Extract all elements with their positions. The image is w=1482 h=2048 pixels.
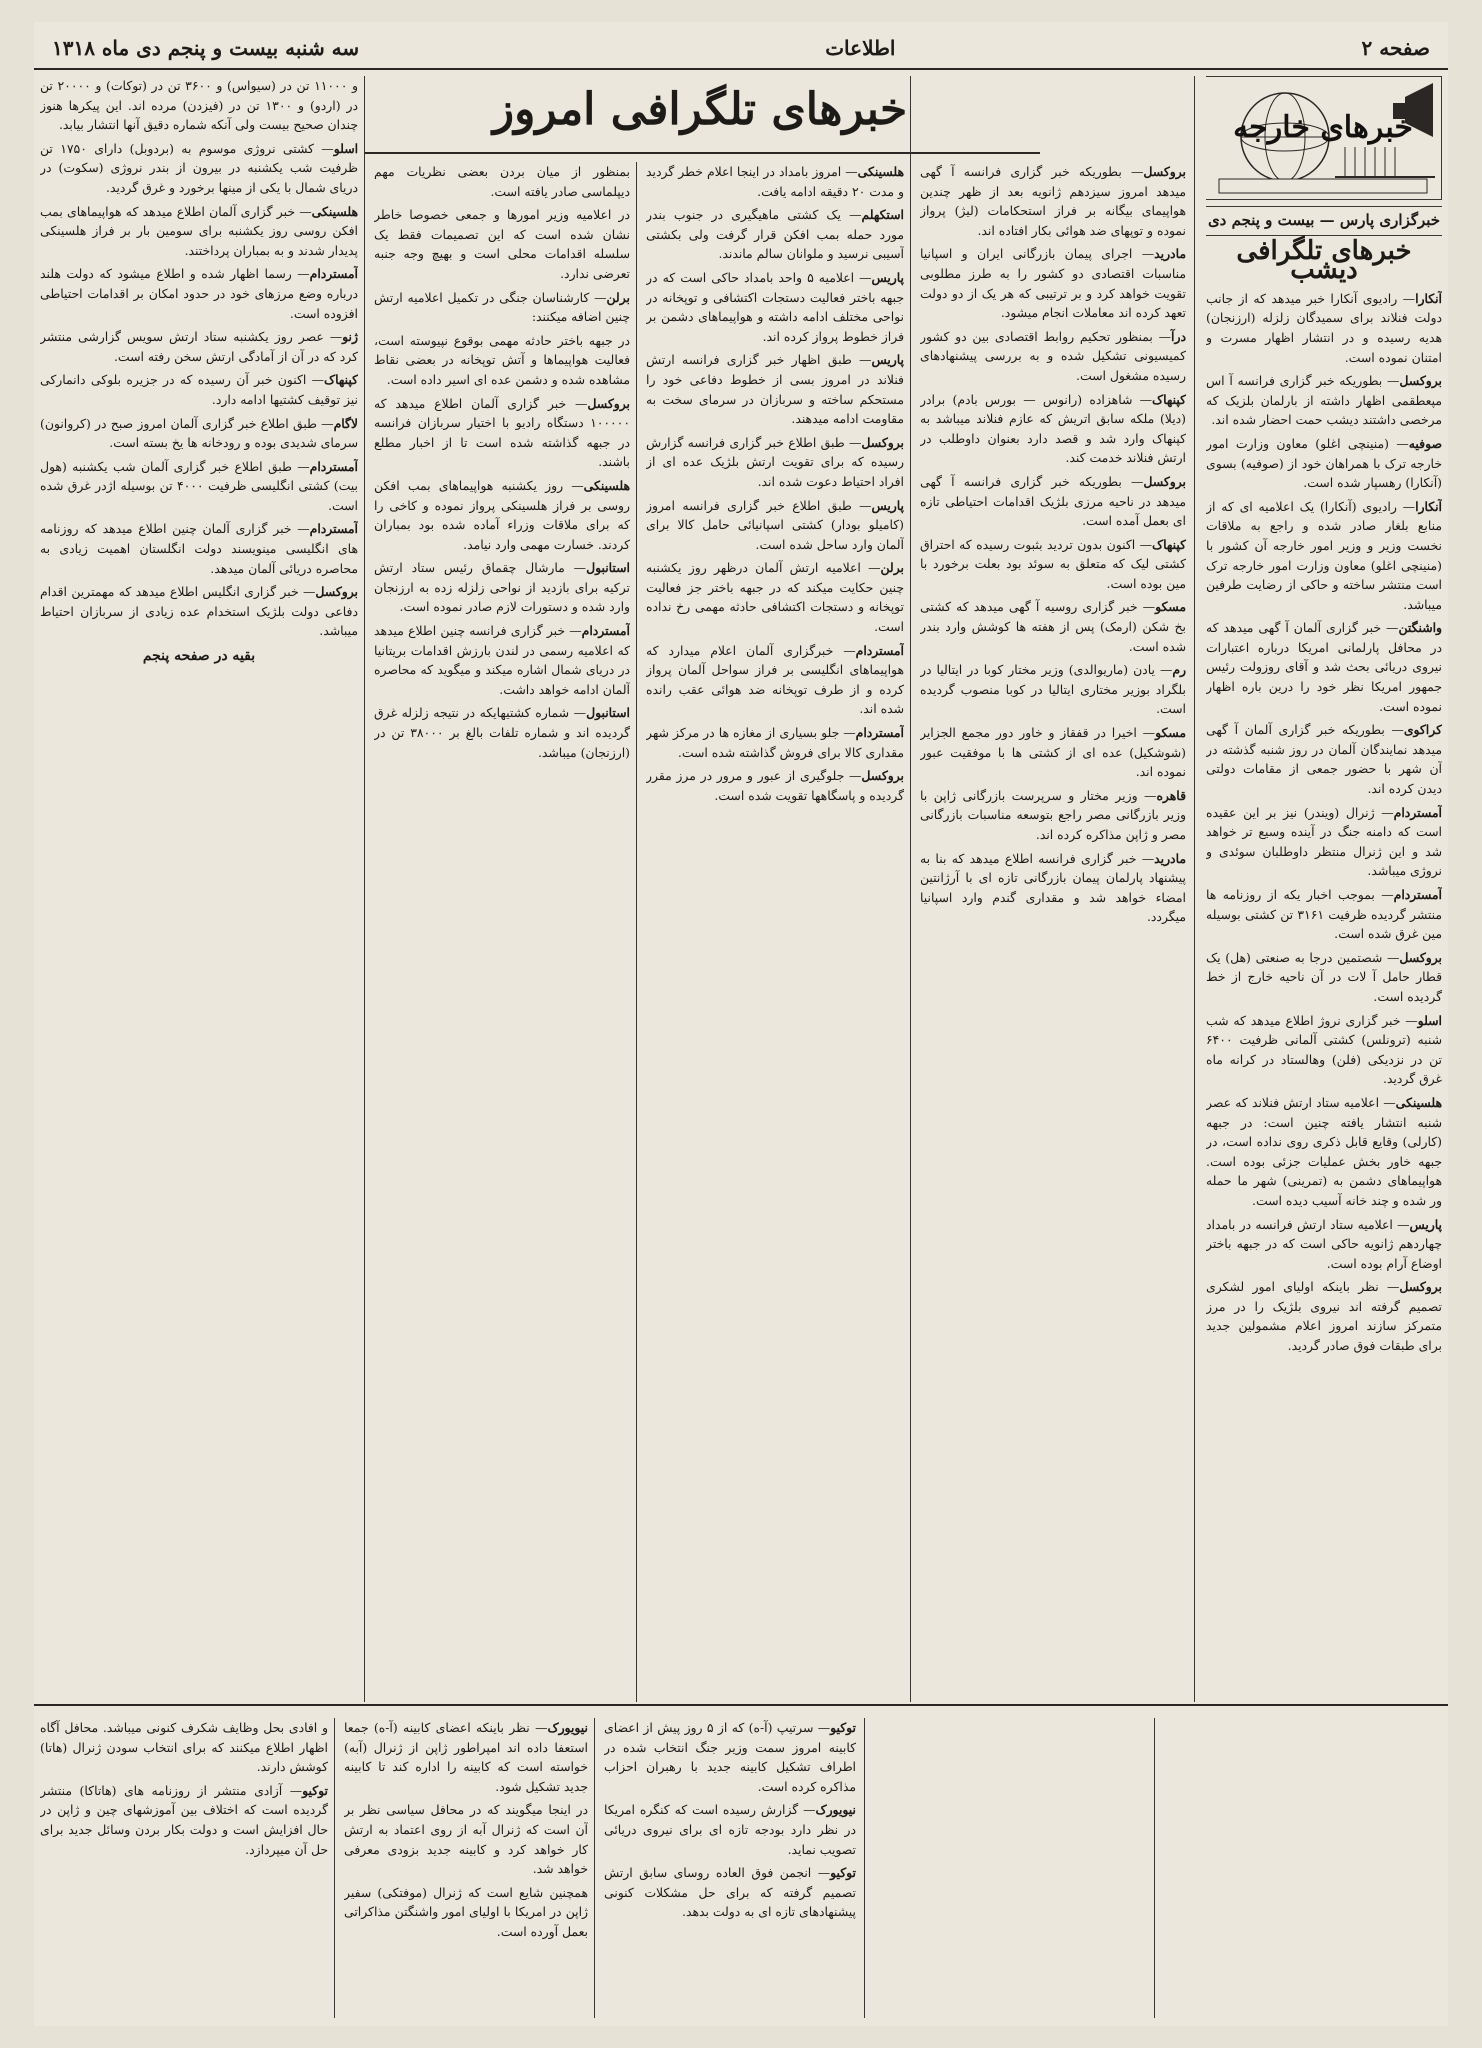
news-text: — اکنون خبر آن رسیده که در جزیره بلوکی دانمارکی نیز توقیف کشتیها ادامه دارد.	[40, 372, 358, 407]
news-item	[1206, 1215, 1442, 1274]
news-item	[40, 1718, 328, 1777]
dateline: استکهلم	[861, 207, 904, 223]
dateline: آمستردام	[1393, 887, 1442, 902]
news-item	[920, 162, 1186, 240]
news-item	[1206, 720, 1442, 798]
news-item	[646, 268, 904, 346]
news-item	[40, 76, 358, 135]
dateline: پاریس	[1409, 1216, 1442, 1232]
news-item	[374, 394, 630, 472]
news-text: و افادی بحل وظایف شکرف کنونی میباشد. محافل آگاه اظهار اطلاع میکنند که برای انتخاب سودن ژنرال (هاتا) کوشش دارند.	[40, 1720, 328, 1775]
news-text: — خبر گزاری آلمان اطلاع میدهد که هواپیماهای بمب افکن روسی روز یکشنبه برای سومین بار بر فراز هلسینکی پدیدار شدند و به بمباران پرداختند.	[40, 203, 358, 258]
news-item	[1206, 289, 1442, 367]
news-item	[374, 621, 630, 699]
dateline: صوفیه	[1408, 435, 1442, 451]
dateline: مسکو	[1155, 599, 1186, 615]
news-text: و ۱۱۰۰۰ تن در (سیواس) و ۳۶۰۰ تن در (توکات) و ۲۰۰۰۰ تن در (اردو) و ۱۳۰۰ تن در (فیزدن) مرده اند. این پیکرها هنوز چندان صحیح بیست ولی آنکه شماره دقیق آنها انتشار بیابد.	[40, 78, 358, 133]
news-item	[1206, 948, 1442, 1007]
news-item	[646, 205, 904, 264]
news-item	[646, 350, 904, 428]
column-divider	[1194, 76, 1195, 1702]
news-text: — یک کشتی ماهیگیری در جنوب بندر مورد حمله بمب افکن قرار گرفت ولی بکشتی آسیبی نرسید و ملوانان سالم ماندند.	[646, 207, 904, 262]
news-text: — روز یکشنبه هواپیماهای بمب افکن روسی بر فراز هلسینکی پرواز نموده و کاخی را که برای ملاقات وزراء آماده شده بود بمباران کردند. خسارت مهمی وارد نیامد.	[374, 477, 630, 552]
news-text: — خبر گزاری روسیه آ گهی میدهد که کشتی بخ شکن (ارمک) پس از هفته ها کوشش وارد بندر شده است.	[920, 599, 1186, 654]
news-text: — شصتمین درجا به صنعتی (هل) یک قطار حامل آ لات در آن ناحیه خارج از خط گردیده است.	[1206, 949, 1442, 1004]
dateline: رم	[1172, 662, 1186, 678]
news-item	[374, 558, 630, 617]
news-item	[920, 472, 1186, 531]
news-text: در اینجا میگویند که در محافل سیاسی نظر بر آن است که ژنرال آبه از روی اعتماد به ارتش کار خواهد کرد و کابینه جدید بزودی معرفی خواهد شد.	[344, 1802, 588, 1877]
dateline: کپنهاک	[324, 372, 358, 388]
news-text: — انجمن فوق العاده روسای سابق ارتش تصمیم گرفته که برای حل مشکلات کنونی پیشنهادهای تازه ای به دولت بدهد.	[604, 1865, 856, 1920]
news-item	[920, 786, 1186, 845]
dateline: برلن	[606, 289, 630, 305]
dateline: کپنهاک	[1152, 391, 1186, 407]
column-3	[646, 162, 904, 1702]
news-item	[40, 264, 358, 323]
news-text: در جبهه باختر حادثه مهمی بوقوع نپیوسته است، فعالیت هواپیماها و آتش توپخانه در بعضی نقاط مشاهده شده و دشمن عده ای اسیر داده است.	[374, 332, 630, 387]
column-4	[374, 162, 630, 1702]
news-text: — خبرگزاری آلمان اعلام میدارد که هواپیماهای انگلیسی بر فراز سواحل آلمان پرواز کرده و از طرف توپخانه ضد هوائی عقب رانده شده اند.	[646, 642, 904, 717]
news-item	[920, 597, 1186, 656]
dateline: بروکسل	[315, 584, 358, 600]
news-item	[344, 1800, 588, 1878]
news-item	[646, 558, 904, 636]
news-text: — بطوریکه خبر گزاری فرانسه آ اس مپعطقمی اظهار داشته از بارلمان بلزیک که مرخصی داشتند دیشب حمت احضار شده اند.	[1206, 373, 1442, 428]
news-item	[920, 327, 1186, 386]
dateline: آمستردام	[581, 623, 630, 639]
issue-date: سه شنبه بیست و پنجم دی ماه ۱۳۱۸	[52, 36, 360, 60]
column-foreign-news	[1206, 76, 1442, 1696]
news-text: — اخیرا در قفقاز و خاور دور مجمع الجزایر (شوشکیل) عده ای از کشتی ها با موفقیت عبور نموده اند.	[920, 725, 1186, 780]
news-text: — جلو بسیاری از مغازه ها در مرکز شهر مقداری کالا برای فروش گذاشته شده است.	[646, 725, 904, 760]
news-text: — کشتی نروژی موسوم به (بردوبل) دارای ۱۷۵۰ تن ظرفیت شب یکشنبه در بیرون از بندر نروژی (سکوت) در دریای شمال با یکی از مینها برخورد و غرق گردید.	[40, 140, 358, 195]
news-item	[920, 244, 1186, 322]
dateline: آمستردام	[309, 458, 358, 474]
news-item	[920, 660, 1186, 719]
column-5	[40, 76, 358, 1696]
news-item	[920, 849, 1186, 927]
news-text: — خبر گزاری انگلیس اطلاع میدهد که مهمترین اقدام دفاعی دولت بلژیک استخدام عده زیادی از سربازان احتیاط میباشد.	[40, 584, 358, 639]
dateline: آمستردام	[309, 521, 358, 537]
news-text: — طبق اطلاع خبر گزاری آلمان شب یکشنبه (هول بیت) کشتی انگلیسی ظرفیت ۴۰۰۰ تن بوسیله اژدر غرق شده است.	[40, 458, 358, 513]
news-item	[40, 457, 358, 516]
news-text: — عصر روز یکشنبه ستاد ارتش سویس گزارشی منتشر کرد که در آن از آمادگی ارتش سخن رفته است.	[40, 329, 358, 364]
news-text: — شاهزاده (رانوس — بورس بادم) برادر (دیلا) ملکه سابق اتریش که عازم فنلاند میباشد به کپنهاک وارد شد و قصد دارد بعنوان داوطلب در ارتش فنلاند خدمت کند.	[920, 391, 1186, 466]
bottom-column-3	[40, 1718, 328, 2018]
section-headline: خبرهای تلگرافی دیشب	[1236, 235, 1412, 286]
agency-subhead: خبرگزاری پارس — بیست و پنجم دی	[1206, 206, 1442, 236]
news-text: — ژنرال (ویندر) نیز بر این عقیده است که دامنه جنگ در آینده وسیع تر خواهد شد و این ژنرال منتظر داوطلبان سوئدی و نروژی میباشد.	[1206, 804, 1442, 879]
dateline: آنکارا	[1415, 290, 1442, 306]
news-item	[40, 519, 358, 578]
foreign-news-banner	[1206, 76, 1442, 200]
news-item	[646, 723, 904, 762]
column-divider	[334, 1718, 335, 2018]
dateline: آمستردام	[1393, 804, 1442, 820]
news-item	[920, 390, 1186, 468]
main-headline: خبرهای تلگرافی امروز	[492, 84, 908, 135]
dateline: بروکسل	[1143, 164, 1186, 179]
svg-text:خبرهای خارجه: خبرهای خارجه	[1233, 110, 1413, 145]
dateline: واشنگتن	[1398, 620, 1442, 636]
news-item	[646, 766, 904, 805]
news-item	[646, 162, 904, 201]
dateline: نیویورک	[815, 1802, 856, 1818]
dateline: مادرید	[1154, 850, 1186, 866]
column-2	[920, 162, 1186, 1782]
news-text: — بطوریکه خبر گزاری آلمان آ گهی میدهد نمایندگان آلمان در روز شنبه گذشته در آن شهر با حضور جمعی از مقامات دولتی دیدن کرده اند.	[1206, 722, 1442, 797]
dateline: اسلو	[1417, 1012, 1442, 1028]
news-text: — خبر گزاری نروژ اطلاع میدهد که شب شنبه (ترونلس) کشتی آلمانی ظرفیت ۶۴۰۰ تن در نزدیکی (فلن) وهالستاد در کرانه ماه غرق گردید.	[1206, 1012, 1442, 1087]
news-item	[1206, 434, 1442, 493]
news-text: در اعلامیه وزیر امورها و جمعی خصوصا خاطر نشان شده است که این تصمیمات فقط یک سلسله اقدامات محلی است و بهیچ وجه جنبه تعرضی ندارد.	[374, 207, 630, 281]
news-item	[1206, 803, 1442, 881]
dateline: کپنهاک	[1152, 536, 1186, 552]
news-text: — شماره کشتیهایکه در نتیجه زلزله غرق گردیده اند و شماره تلفات بالغ بر ۳۸۰۰۰ تن در (ارزنجان) میباشد.	[374, 705, 630, 760]
news-text: — طبق اطلاع خبر گزاری آلمان امروز صبح در (کروانون) سرمای شدیدی بوده و رودخانه ها یخ بسته است.	[40, 415, 358, 451]
news-item	[374, 703, 630, 762]
news-item	[40, 139, 358, 198]
news-text: — خبر گزاری آلمان آ گهی میدهد که در محافل پارلمانی امریکا درباره اعتبارات نیروی دریائی بحث شد و آقای روزولت رئیس جمهور امریکا نظر خود را درین باره اظهار نموده است.	[1206, 620, 1442, 714]
dateline: هلسینکی	[857, 164, 904, 179]
news-text: — (منینچی اغلو) معاون وزارت امور خارجه ترک با همراهان خود از (صوفیه) بسوی (آنکارا) رهسپار شده است.	[1206, 435, 1442, 491]
dateline: هلسینکی	[1395, 1094, 1442, 1110]
news-text: — اکنون بدون تردید بثبوت رسیده که احتراق کشتی لیک که متعلق به سوئد بود بعلت برخورد با مین بوده است.	[920, 536, 1186, 591]
news-item	[344, 1883, 588, 1942]
dateline: بروکسل	[861, 434, 904, 450]
news-text: — رسما اظهار شده و اطلاع میشود که دولت هلند درباره وضع مرزهای خود در حدود امکان بر اقدامات احتیاطی افزوده است.	[40, 266, 358, 321]
news-text: — طبق اظهار خبر گزاری فرانسه ارتش فنلاند در امروز بسی از خطوط دفاعی خود را مستحکم ساخته و سربازان در سرمای سخت به مقاومت ادامه میدهند.	[646, 352, 904, 427]
news-item	[1206, 1011, 1442, 1089]
column-divider	[864, 1718, 865, 2018]
dateline: بروکسل	[861, 768, 904, 784]
dateline: آمستردام	[855, 725, 904, 741]
news-text: بمنظور از میان بردن بعضی نظریات مهم دیپلماسی صادر یافته است.	[374, 164, 630, 199]
news-text: — طبق اطلاع خبر گزاری فرانسه گزارش رسیده که برای تقویت ارتش بلژیک عده ای از افراد احتیاط دعوت شده اند.	[646, 434, 904, 489]
news-item	[344, 1718, 588, 1796]
news-item	[40, 414, 358, 453]
dateline: قاهره	[1156, 787, 1186, 803]
news-text: — رادیوی (آنکارا) یک اعلامیه ای که از منابع بلغار صادر شده و راجع به ملاقات نخست وزیر و وزیر امور خارجه آن کشور با (منینچی اغلو) معاون وزارت امور خارجه ترک است منتشر ساخته و حاکی از رضایت طرفین میباشد.	[1206, 498, 1442, 612]
page-header	[34, 28, 1448, 70]
news-text: — خبر گزاری آلمان چنین اطلاع میدهد که روزنامه های انگلیسی مینویسند دولت انگلستان اهمیت زیادی به محاصره دریائی آلمان میدهد.	[40, 521, 358, 576]
bottom-section	[34, 1708, 1448, 2026]
news-item	[374, 476, 630, 554]
news-item	[604, 1718, 856, 1796]
column-divider	[636, 162, 637, 1702]
news-text: — امروز بامداد در اینجا اعلام خطر گردید و مدت ۲۰ دقیقه ادامه یافت.	[646, 164, 904, 199]
news-item	[40, 202, 358, 261]
dateline: پاریس	[871, 352, 904, 368]
news-text: — بموجب اخبار یکه از روزنامه ها منتشر گردیده ظرفیت ۳۱۶۱ تن کشتی بوسیله مین غرق شده است.	[1206, 887, 1442, 942]
gramophone-globe-illustration	[1206, 77, 1441, 199]
news-text: — بمنظور تحکیم روابط اقتصادی بین دو کشور کمیسیونی تشکیل شده و به بررسی پیشنهادهای رسیده مشغول است.	[920, 328, 1186, 383]
news-text: — اعلامیه ستاد ارتش فنلاند که عصر شنبه انتشار یافته چنین است: در جبهه (کارلی) وقایع قابل ذکری روی نداده است، در جبهه خاور بخش عملیات جزئی بوده است. هواپیماهای دشمن به (تمرینی) شهر ما حمله ور شده و چند خانه آسیب دیده است.	[1206, 1094, 1442, 1208]
dateline: برلن	[880, 560, 904, 576]
column-divider	[594, 1718, 595, 2018]
bottom-column-2	[344, 1718, 588, 2018]
column-divider	[1154, 1718, 1155, 2018]
dateline: بروکسل	[1399, 949, 1442, 965]
headline-rule	[364, 152, 1040, 154]
news-text: — خبر گزاری فرانسه اطلاع میدهد که بنا به پیشنهاد پارلمان پیمان بازرگانی تازه ای با آرژانتین امضاء خواهد شد و مقداری گندم وارد اسپانیا میگردد.	[920, 850, 1186, 925]
dateline: مادرید	[1154, 246, 1186, 262]
dateline: مسکو	[1155, 725, 1186, 741]
news-text: — طبق اطلاع خبر گزاری فرانسه امروز (کامیلو بودار) کشتی اسپانیائی حامل کالا برای آلمان وارد ساحل شده است.	[646, 497, 904, 552]
newspaper-page	[34, 22, 1448, 2026]
news-text: — آزادی منتشر از روزنامه های (هاتاکا) منتشر گردیده است که اختلاف بین آموزشهای چین و ژاپن در حال افزایش است و دولت بکار بردن وسائل جدید برای حل آن میپردازد.	[40, 1782, 328, 1857]
news-text: — خبر گزاری آلمان اطلاع میدهد که ۱۰۰۰۰۰ دستگاه رادیو با اختیار سربازان فرانسه در جبهه گذاشته شده است تا از اخبار مطلع باشند.	[374, 395, 630, 470]
news-item	[40, 582, 358, 641]
news-item	[1206, 371, 1442, 430]
news-item	[374, 331, 630, 390]
news-item	[646, 496, 904, 555]
news-text: — جلوگیری از عبور و مرور در مرز مقرر گردیده و پاسگاهها تقویت شده است.	[646, 768, 904, 803]
column-divider	[910, 76, 911, 1702]
dateline: توکیو	[830, 1865, 856, 1881]
dateline: پاریس	[871, 269, 904, 285]
dateline: آنکارا	[1415, 498, 1442, 514]
news-text: — بطوریکه خبر گزاری فرانسه آ گهی میدهد امروز سیزدهم ژانویه بعد از ظهر چندین هواپیمای بیگانه بر فراز استحکامات (لیژ) پرواز نموده و توپهای ضد هوائی بکار افتاده اند.	[920, 164, 1186, 238]
dateline: استانبول	[586, 705, 630, 721]
dateline: درآ	[1171, 328, 1186, 344]
news-text: — نظر باینکه اعضای کابینه (آ-ه) جمعا استعفا داده اند امپراطور ژاپن از ژنرال (آبه) خواسته است که کابینه را اداره کند تا کابینه جدید تشکیل شود.	[344, 1720, 588, 1794]
news-item	[920, 723, 1186, 782]
news-text: — اجرای پیمان بازرگانی ایران و اسپانیا مناسبات اقتصادی دو کشور را به طرز مطلوبی تقویت خواهد کرد و بر ترتیبی که هر یک از دو دولت تعهد کرده اند معاملات انجام میشود.	[920, 246, 1186, 321]
dateline: توکیو	[830, 1720, 856, 1735]
news-item	[1206, 1093, 1442, 1211]
news-item	[646, 433, 904, 492]
dateline: آمستردام	[855, 642, 904, 658]
dateline: بروکسل	[1399, 373, 1442, 389]
news-text: — رادیوی آنکارا خبر میدهد که از جانب دولت فنلاند برای سمیدگان زلزله (ارزنجان) هدیه رسیده و در انتشار اظهار مسرت و امتنان نموده است.	[1206, 290, 1442, 365]
column-divider	[364, 76, 365, 1702]
news-item	[40, 327, 358, 366]
dateline: اسلو	[333, 140, 358, 156]
news-text: — اعلامیه ۵ واحد بامداد حاکی است که در جبهه باختر فعالیت دستجات اکتشافی و توپخانه در نواحی مختلف ادامه داشته و هواپیماهای دشمن بر فراز خطوط پرواز کرده اند.	[646, 269, 904, 344]
news-text: — کارشناسان جنگی در تکمیل اعلامیه ارتش چنین اضافه میکنند:	[374, 289, 630, 325]
news-text: — خبر گزاری فرانسه چنین اطلاع میدهد که اعلامیه رسمی در لندن بارزش اقدامات بریتانیا در دریای شمال اشاره میکند و میگوید که محاصره آلمان ادامه خواهد داشت.	[374, 623, 630, 697]
continued-note: بقیه در صفحه پنجم	[142, 648, 256, 665]
dateline: استانبول	[586, 560, 630, 576]
news-text: — وزیر مختار و سرپرست بازرگانی ژاپن با وزیر بازرگانی مصر راجع بتوسعه مناسبات بازرگانی مصر و ژاپن مذاکره کرده اند.	[920, 787, 1186, 842]
news-text: — نظر باینکه اولیای امور لشکری تصمیم گرفته اند نیروی بلژیک را در مرز متمرکز سازند امروز اعلام مشمولین جدید برای طبقات فوق صادر گردید.	[1206, 1279, 1442, 1354]
news-item	[920, 535, 1186, 594]
news-item	[40, 370, 358, 409]
dateline: ژنو	[342, 329, 358, 345]
dateline: بروکسل	[1143, 473, 1186, 489]
news-text: — اعلامیه ستاد ارتش فرانسه در بامداد چهاردهم ژانویه حاکی است که در جبهه باختر اوضاع آرام بوده است.	[1206, 1216, 1442, 1271]
news-item	[374, 205, 630, 283]
news-item	[40, 1781, 328, 1859]
dateline: نیویورک	[547, 1720, 588, 1735]
bottom-rule	[34, 1704, 1448, 1706]
bottom-column-1	[604, 1718, 856, 2018]
news-text: — مارشال چقماق رئیس ستاد ارتش ترکیه برای بازدید از نواحی زلزله زده به ارزنجان وارد شده و دستورات لازم صادر نموده است.	[374, 560, 630, 615]
news-text: — اعلامیه ارتش آلمان درظهر روز یکشنبه چنین حکایت میکند که در جبهه باختر جز فعالیت توپخانه و دستجات اکتشافی حادثه مهمی رخ نداده است.	[646, 560, 904, 635]
news-item	[374, 288, 630, 327]
news-text: همچنین شایع است که ژنرال (موفتکی) سفیر ژاپن در امریکا با اولیای امور واشنگتن مذاکراتی بعمل آورده است.	[344, 1884, 588, 1939]
dateline: توکیو	[302, 1782, 328, 1798]
news-item	[646, 641, 904, 719]
news-text: — بطوریکه خبر گزاری فرانسه آ گهی میدهد در ناحیه مرزی بلژیک اقدامات احتیاطی تازه ای بعمل آمده است.	[920, 473, 1186, 529]
page-number: صفحه ۲	[1361, 36, 1430, 60]
dateline: لاگام	[333, 415, 358, 431]
news-text: — یادن (ماریوالدی) وزیر مختار کوبا در ایتالیا در بلگراد بوزیر مختاری ایتالیا در کوبا منصوب گردیده است.	[920, 662, 1186, 717]
news-item	[604, 1863, 856, 1922]
masthead-name: اطلاعات	[825, 36, 896, 60]
news-text: — سرتیپ (آ-ه) که از ۵ روز پیش از اعضای کابینه امروز سمت وزیر جنگ انتخاب شده در اطراف تشکیل کابینه جدید با رهبران احزاب مذاکره کرده است.	[604, 1720, 856, 1794]
news-item	[604, 1800, 856, 1859]
news-item	[374, 162, 630, 201]
dateline: بروکسل	[1399, 1279, 1442, 1295]
news-item	[1206, 1277, 1442, 1355]
news-item	[1206, 497, 1442, 615]
dateline: بروکسل	[587, 395, 630, 411]
news-text: — گزارش رسیده است که کنگره امریکا در نظر دارد بودجه تازه ای برای نیروی دریائی تصویب نماید.	[604, 1802, 856, 1857]
dateline: هلسینکی	[311, 203, 358, 219]
dateline: هلسینکی	[583, 477, 630, 493]
news-item	[1206, 885, 1442, 944]
news-item	[1206, 618, 1442, 716]
dateline: پاریس	[871, 497, 904, 513]
dateline: آمستردام	[309, 266, 358, 282]
dateline: کراکوی	[1403, 722, 1442, 738]
